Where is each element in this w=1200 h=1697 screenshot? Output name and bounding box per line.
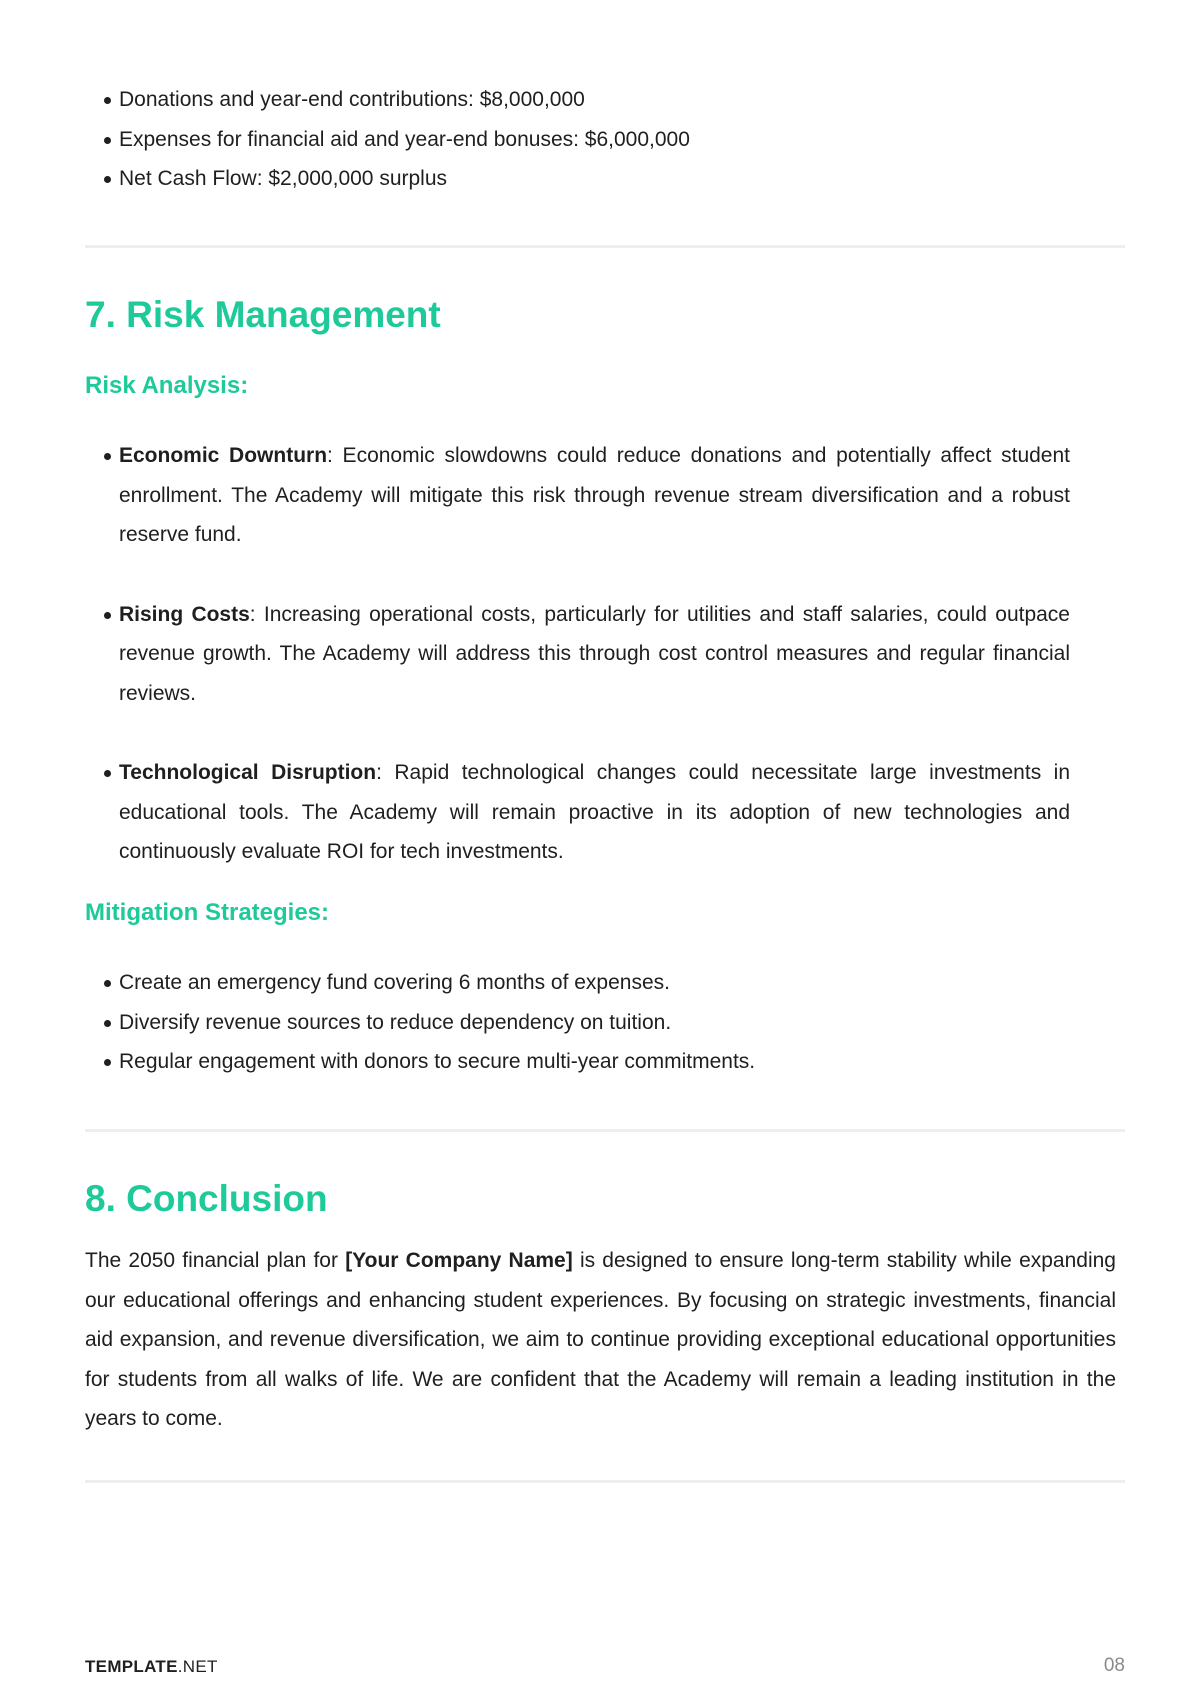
risk-term: Rising Costs: [119, 602, 250, 626]
risk-list: [85, 436, 1070, 872]
risk-item-technological-disruption: [85, 753, 1070, 872]
list-item: Diversify revenue sources to reduce dependency on tuition.: [85, 1003, 1085, 1043]
conclusion-paragraph: [85, 1241, 1116, 1439]
risk-term: Economic Downturn: [119, 444, 328, 467]
list-item: Create an emergency fund covering 6 months of expenses.: [85, 963, 1085, 1003]
list-item: Expenses for financial aid and year-end bonuses: $6,000,000: [85, 120, 1085, 160]
conclusion-text: is designed to ensure long-term stability while expanding our educational offerings and enhancing student experiences. By focusing on strategic investments, financial aid expansion, and revenue diversification, we aim to continue providing exceptional educational opportunities for students from all walks of life. We are confident that the Academy will remain a leading institution in the years to come.: [85, 1249, 1116, 1430]
footer-logo: [85, 1657, 218, 1677]
risk-analysis-heading: Risk Analysis:: [85, 372, 249, 399]
mitigation-list: [85, 963, 1085, 1082]
risk-item-rising-costs: [85, 595, 1070, 714]
page-number: 08: [1103, 1655, 1125, 1676]
section-divider: [85, 245, 1125, 248]
section-divider: [85, 1480, 1125, 1483]
risk-item-economic-downturn: [85, 436, 1070, 555]
cash-flow-list: [85, 80, 1085, 199]
list-item: Donations and year-end contributions: $8,000,000: [85, 80, 1085, 120]
list-item: Net Cash Flow: $2,000,000 surplus: [85, 159, 1085, 199]
risk-description: : Increasing operational costs, particularly for utilities and staff salaries, could outpace revenue growth. The Academy will address this through cost control measures and regular financial reviews.: [119, 602, 1070, 705]
section-title-conclusion: 8. Conclusion: [85, 1178, 328, 1219]
conclusion-text: The 2050 financial plan for: [85, 1249, 346, 1272]
risk-term: Technological Disruption: [119, 761, 377, 784]
section-divider: [85, 1129, 1125, 1132]
brand-name: TEMPLATE: [85, 1657, 178, 1676]
risk-description: : Economic slowdowns could reduce donations and potentially affect student enrollment. The Academy will mitigate this risk through revenue stream diversification and a robust reserve fund.: [119, 444, 1070, 546]
company-name-placeholder: [Your Company Name]: [345, 1249, 573, 1272]
brand-domain: .NET: [177, 1657, 218, 1676]
section-title-risk-management: 7. Risk Management: [85, 294, 441, 335]
risk-description: : Rapid technological changes could necessitate large investments in educational tools. The Academy will remain proactive in its adoption of new technologies and continuously evaluate ROI for tech investments.: [119, 761, 1071, 863]
mitigation-strategies-heading: Mitigation Strategies:: [85, 899, 330, 926]
list-item: Regular engagement with donors to secure multi-year commitments.: [85, 1042, 1085, 1082]
